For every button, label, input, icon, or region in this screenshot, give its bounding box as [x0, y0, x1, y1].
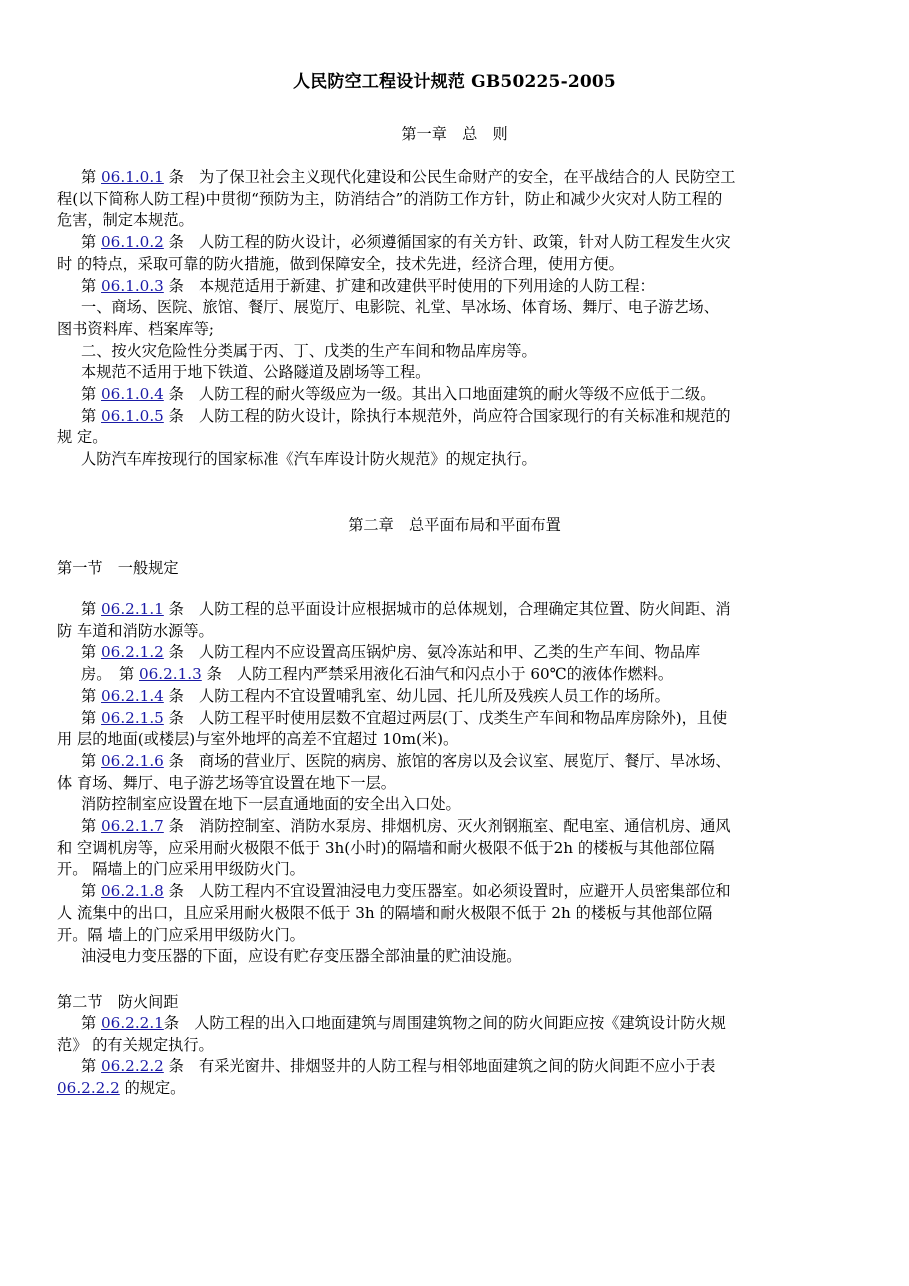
text-line — [81, 296, 857, 318]
text-line — [81, 340, 857, 362]
text-line — [57, 426, 857, 448]
text-line — [57, 188, 857, 210]
text-line — [57, 253, 857, 275]
line-text: 条 为了保卫社会主义现代化建设和公民生命财产的安全，在平战结合的人 民防空工 — [163, 168, 736, 186]
line-text: 和 空调机房等，应采用耐火极限不低于 3h(小时)的隔墙和耐火极限不低于2h 的楼板与其他部位隔 — [57, 838, 715, 857]
text-line — [57, 728, 857, 750]
line-text: 开。 隔墙上的门应采用甲级防火门。 — [57, 860, 305, 879]
line-text: 条 人防工程内不应设置高压锅炉房、氨冷冻站和甲、乙类的生产车间、物品库 — [163, 643, 701, 662]
clause-link[interactable]: 06.2.2.1 — [101, 1014, 164, 1032]
text-line — [57, 858, 857, 880]
text-line — [57, 318, 857, 340]
text-line — [81, 663, 857, 685]
line-text: 范》 的有关规定执行。 — [57, 1035, 214, 1054]
section-2-heading: 第二节 防火间距 — [57, 993, 179, 1011]
line-prefix: 第 — [81, 817, 102, 835]
line-text: 的规定。 — [119, 1079, 186, 1098]
text-line — [81, 166, 857, 188]
text-line — [57, 620, 857, 642]
text-line — [81, 793, 857, 815]
line-text: 条 人防工程的耐火等级应为一级。其出入口地面建筑的耐火等级不应低于二级。 — [163, 385, 716, 403]
clause-link[interactable]: 06.1.0.2 — [101, 233, 164, 252]
chapter-1-heading: 第一章 总 则 — [401, 125, 508, 143]
line-text: 条 消防控制室、消防水泵房、排烟机房、灭火剂钢瓶室、配电室、通信机房、通风 — [163, 817, 731, 835]
text-line — [81, 598, 857, 620]
text-line — [81, 880, 857, 902]
text-line — [57, 772, 857, 794]
clause-link[interactable]: 06.2.2.2 — [101, 1057, 164, 1076]
line-prefix: 第 — [81, 233, 102, 252]
line-text: 开。隔 墙上的门应采用甲级防火门。 — [57, 925, 305, 944]
line-text: 一、商场、医院、旅馆、餐厅、展览厅、电影院、礼堂、旱冰场、体育场、舞厅、电子游艺场、 — [81, 298, 719, 317]
line-text: 防 车道和消防水源等。 — [57, 621, 214, 640]
clause-link[interactable]: 06.2.1.2 — [101, 643, 164, 662]
line-text: 条 人防工程的出入口地面建筑与周围建筑物之间的防火间距应按《建筑设计防火规 — [163, 1014, 726, 1032]
clause-link[interactable]: 06.1.0.3 — [101, 276, 164, 295]
line-prefix: 第 — [81, 600, 102, 618]
line-prefix: 第 — [81, 708, 102, 727]
text-line — [57, 1077, 857, 1099]
line-prefix: 第 — [81, 882, 102, 901]
clause-link[interactable]: 06.1.0.1 — [101, 168, 164, 186]
clause-link[interactable]: 06.2.1.3 — [138, 665, 202, 684]
text-line — [81, 231, 857, 253]
clause-link[interactable]: 06.2.1.7 — [101, 817, 164, 835]
line-text: 消防控制室应设置在地下一层直通地面的安全出入口处。 — [81, 795, 461, 814]
line-text: 程(以下简称人防工程)中贯彻“预防为主，防消结合”的消防工作方针，防止和减少火灾对人防工程的 — [57, 189, 723, 208]
text-line — [81, 405, 857, 427]
text-line — [81, 945, 857, 967]
clause-link[interactable]: 06.2.1.4 — [101, 686, 164, 705]
text-line — [57, 1034, 857, 1056]
line-text: 图书资料库、档案库等; — [57, 319, 214, 338]
line-text: 条 人防工程内不宜设置油浸电力变压器室。如必须设置时，应避开人员密集部位和 — [163, 882, 731, 901]
line-text: 体 育场、舞厅、电子游艺场等宜设置在地下一层。 — [57, 773, 396, 792]
text-line — [81, 815, 857, 837]
text-line — [81, 1055, 857, 1077]
clause-link[interactable]: 06.2.1.5 — [101, 708, 164, 727]
chapter-2-heading: 第二章 总平面布局和平面布置 — [348, 516, 561, 534]
text-line — [81, 383, 857, 405]
text-line — [57, 209, 857, 231]
line-text: 条 人防工程的防火设计，必须遵循国家的有关方针、政策，针对人防工程发生火灾 — [163, 233, 731, 252]
text-line — [81, 361, 857, 383]
line-text: 条 人防工程内严禁采用液化石油气和闪点小于 60℃的液体作燃料。 — [201, 665, 674, 684]
clause-link[interactable]: 06.1.0.4 — [101, 385, 164, 403]
text-line — [57, 902, 857, 924]
line-prefix: 第 — [81, 686, 102, 705]
line-prefix: 第 — [81, 168, 102, 186]
line-text: 条 有采光窗井、排烟竖井的人防工程与相邻地面建筑之间的防火间距不应小于表 — [163, 1057, 716, 1076]
line-text: 规 定。 — [57, 428, 108, 447]
line-prefix: 第 — [81, 643, 102, 662]
line-text: 条 人防工程内不宜设置哺乳室、幼儿园、托儿所及残疾人员工作的场所。 — [163, 686, 670, 705]
line-text: 时 的特点，采取可靠的防火措施，做到保障安全，技术先进，经济合理，使用方便。 — [57, 254, 624, 273]
line-text: 条 本规范适用于新建、扩建和改建供平时使用的下列用途的人防工程： — [163, 276, 655, 295]
line-prefix: 第 — [81, 276, 102, 295]
clause-link[interactable]: 06.2.1.6 — [101, 751, 164, 770]
line-prefix: 第 — [81, 385, 102, 403]
line-prefix: 第 — [81, 406, 102, 425]
text-line — [81, 1012, 857, 1034]
line-prefix: 第 — [81, 1057, 102, 1076]
line-text: 危害，制定本规范。 — [57, 211, 194, 230]
text-line — [81, 750, 857, 772]
text-line — [81, 707, 857, 729]
line-text: 二、按火灾危险性分类属于丙、丁、戊类的生产车间和物品库房等。 — [81, 341, 537, 360]
document-title: 人民防空工程设计规范 GB50225-2005 — [293, 72, 616, 92]
line-text: 用 层的地面(或楼层)与室外地坪的高差不宜超过 10m(米)。 — [57, 730, 459, 749]
line-text: 条 人防工程的防火设计，除执行本规范外，尚应符合国家现行的有关标准和规范的 — [163, 406, 731, 425]
text-line — [81, 641, 857, 663]
section-1-heading: 第一节 一般规定 — [57, 559, 179, 577]
line-text: 人 流集中的出口，且应采用耐火极限不低于 3h 的隔墙和耐火极限不低于 2h 的楼板与其他部位隔 — [57, 903, 713, 922]
line-prefix: 第 — [81, 751, 102, 770]
text-line — [81, 685, 857, 707]
line-text: 条 商场的营业厅、医院的病房、旅馆的客房以及会议室、展览厅、餐厅、旱冰场、 — [163, 751, 731, 770]
line-text: 条 人防工程的总平面设计应根据城市的总体规划，合理确定其位置、防火间距、消 — [163, 600, 731, 618]
clause-link[interactable]: 06.2.2.2 — [57, 1079, 120, 1098]
clause-link[interactable]: 06.2.1.1 — [101, 600, 164, 618]
line-text: 油浸电力变压器的下面，应设有贮存变压器全部油量的贮油设施。 — [81, 947, 522, 966]
line-prefix: 房。 第 — [81, 665, 139, 684]
text-line — [57, 924, 857, 946]
text-line — [81, 448, 857, 470]
line-text: 人防汽车库按现行的国家标准《汽车库设计防火规范》的规定执行。 — [81, 450, 537, 469]
clause-link[interactable]: 06.2.1.8 — [101, 882, 164, 901]
line-text: 条 人防工程平时使用层数不宜超过两层(丁、戊类生产车间和物品库房除外)，且使 — [163, 708, 728, 727]
text-line — [81, 275, 857, 297]
line-prefix: 第 — [81, 1014, 102, 1032]
text-line — [57, 837, 857, 859]
clause-link[interactable]: 06.1.0.5 — [101, 406, 164, 425]
line-text: 本规范不适用于地下铁道、公路隧道及剧场等工程。 — [81, 363, 431, 382]
